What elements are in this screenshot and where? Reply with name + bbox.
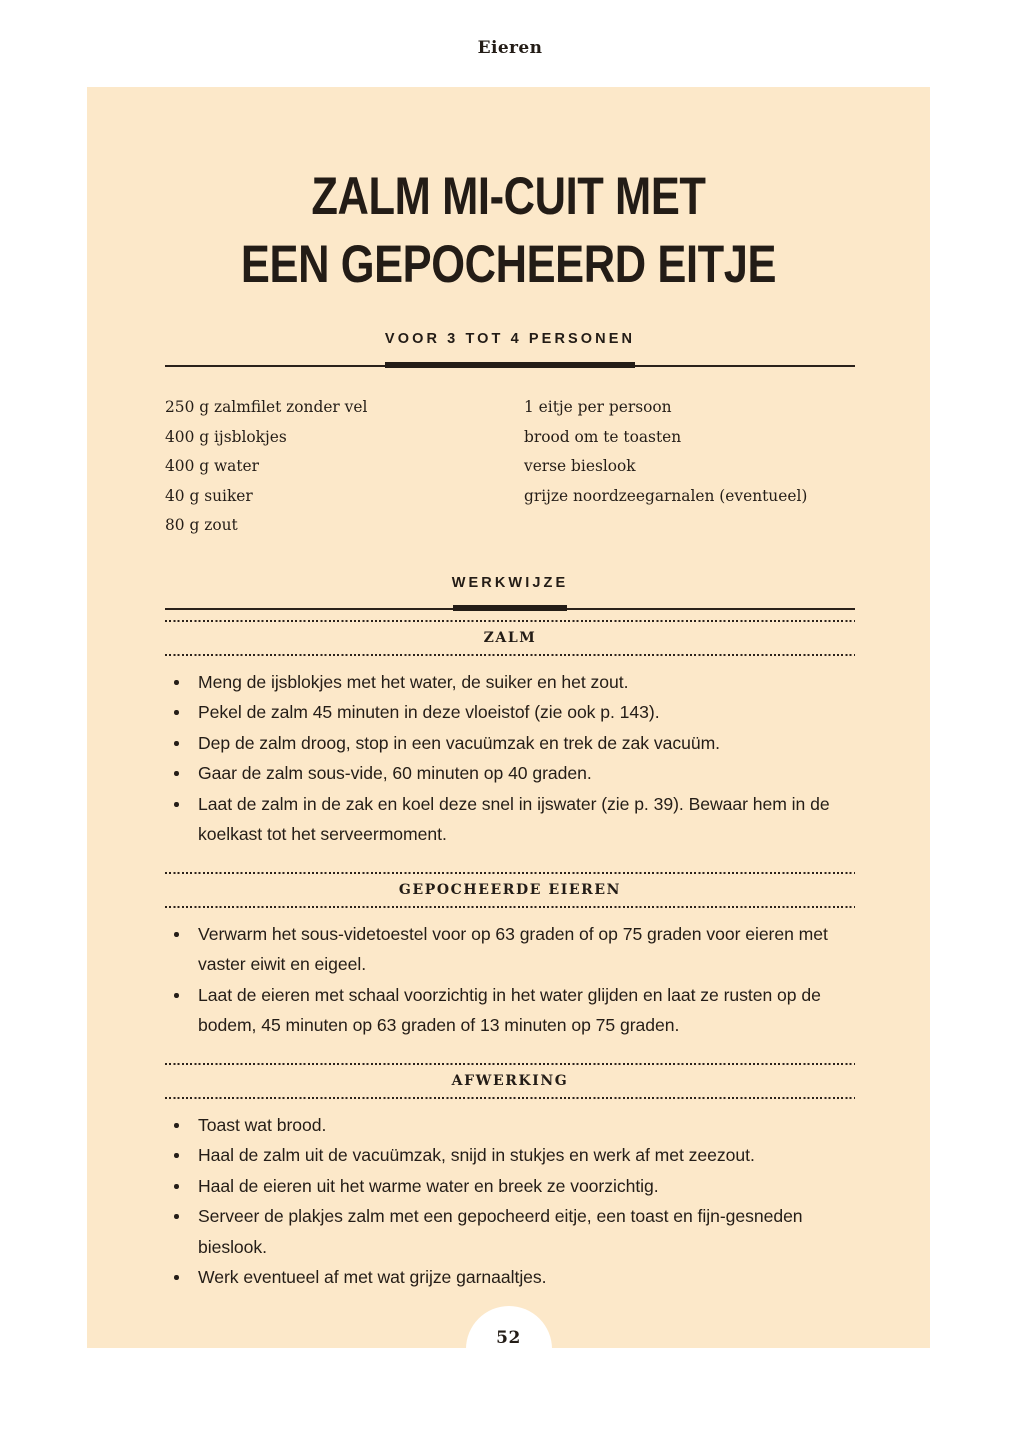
running-head-chapter-title: Eieren (477, 38, 543, 58)
section-heading-zalm: ZALM (483, 629, 537, 646)
steps-list-gepocheerde-eieren (165, 919, 855, 1041)
step-item (165, 789, 855, 850)
bullet-icon (174, 710, 179, 715)
ingredients-column-right (510, 393, 855, 541)
ingredients-list (165, 393, 855, 541)
recipe-panel (87, 87, 930, 1348)
recipe-title-line-1: ZALM MI-CUIT MET (311, 167, 706, 226)
step-item (165, 1262, 855, 1293)
bullet-icon (174, 1275, 179, 1280)
step-text: Laat de eieren met schaal voorzichtig in het water glijden en laat ze rusten op de bodem, 45 minuten op 63 graden of 13 minuten op 75 graden. (198, 984, 821, 1036)
steps-list-afwerking (165, 1110, 855, 1293)
step-text: Meng de ijsblokjes met het water, de suiker en het zout. (198, 671, 629, 692)
steps-list-zalm (165, 667, 855, 850)
section-heading-afwerking: AFWERKING (451, 1072, 569, 1089)
step-text: Gaar de zalm sous-vide, 60 minuten op 40 graden. (198, 763, 592, 784)
page-number: 52 (496, 1328, 521, 1348)
step-text: Pekel de zalm 45 minuten in deze vloeistof (zie ook p. 143). (198, 702, 660, 723)
step-text: Laat de zalm in de zak en koel deze snel in ijswater (zie p. 39). Bewaar hem in de koelkast tot het serveermoment. (198, 793, 830, 845)
step-item (165, 667, 855, 698)
step-item (165, 919, 855, 980)
method-divider-accent (453, 605, 567, 611)
ingredient-item: 1 eitje per persoon (524, 398, 672, 416)
step-text: Toast wat brood. (198, 1114, 327, 1135)
ingredients-column-left (165, 393, 510, 541)
bullet-icon (174, 741, 179, 746)
bullet-icon (174, 993, 179, 998)
step-item (165, 697, 855, 728)
ingredient-item: verse bieslook (524, 457, 636, 476)
step-item (165, 980, 855, 1041)
step-text: Serveer de plakjes zalm met een gepocheerd eitje, een toast en fijn-gesneden bieslook. (198, 1206, 803, 1257)
recipe-content (165, 87, 855, 1293)
step-text: Haal de zalm uit de vacuümzak, snijd in stukjes en werk af met zeezout. (198, 1145, 755, 1166)
step-item (165, 728, 855, 759)
ingredient-item: brood om te toasten (524, 427, 682, 446)
ingredient-item: 40 g suiker (165, 486, 253, 505)
step-text: Dep de zalm droog, stop in een vacuümzak en trek de zak vacuüm. (198, 732, 721, 753)
ingredient-item: 400 g ijsblokjes (165, 427, 287, 446)
step-item (165, 758, 855, 789)
servings-divider (165, 362, 855, 368)
step-text: Haal de eieren uit het warme water en breek ze voorzichtig. (198, 1175, 659, 1196)
step-item (165, 1140, 855, 1171)
section-heading-gepocheerde-eieren: GEPOCHEERDE EIEREN (398, 881, 622, 898)
bullet-icon (174, 680, 179, 685)
step-text: Werk eventueel af met wat grijze garnaaltjes. (198, 1267, 547, 1288)
bullet-icon (174, 1184, 179, 1189)
bullet-icon (174, 771, 179, 776)
ingredient-item: 80 g zout (165, 516, 238, 535)
step-item (165, 1110, 855, 1141)
servings-label: VOOR 3 TOT 4 PERSONEN (384, 331, 636, 347)
bullet-icon (174, 802, 179, 807)
method-divider (165, 605, 855, 611)
recipe-title-line-2: EEN GEPOCHEERD EITJE (240, 235, 777, 294)
ingredient-item: 400 g water (165, 457, 260, 476)
bullet-icon (174, 1153, 179, 1158)
step-item (165, 1171, 855, 1202)
bullet-icon (174, 932, 179, 937)
ingredient-item: grijze noordzeegarnalen (eventueel) (524, 486, 808, 505)
bullet-icon (174, 1123, 179, 1128)
step-text: Verwarm het sous-videtoestel voor op 63 graden of op 75 graden voor eieren met vaster eiwit en eigeel. (198, 923, 828, 975)
ingredient-item: 250 g zalmfilet zonder vel (165, 398, 368, 416)
bullet-icon (174, 1214, 179, 1219)
step-item (165, 1201, 855, 1262)
method-label: WERKWIJZE (451, 574, 569, 591)
servings-divider-accent (385, 362, 635, 368)
